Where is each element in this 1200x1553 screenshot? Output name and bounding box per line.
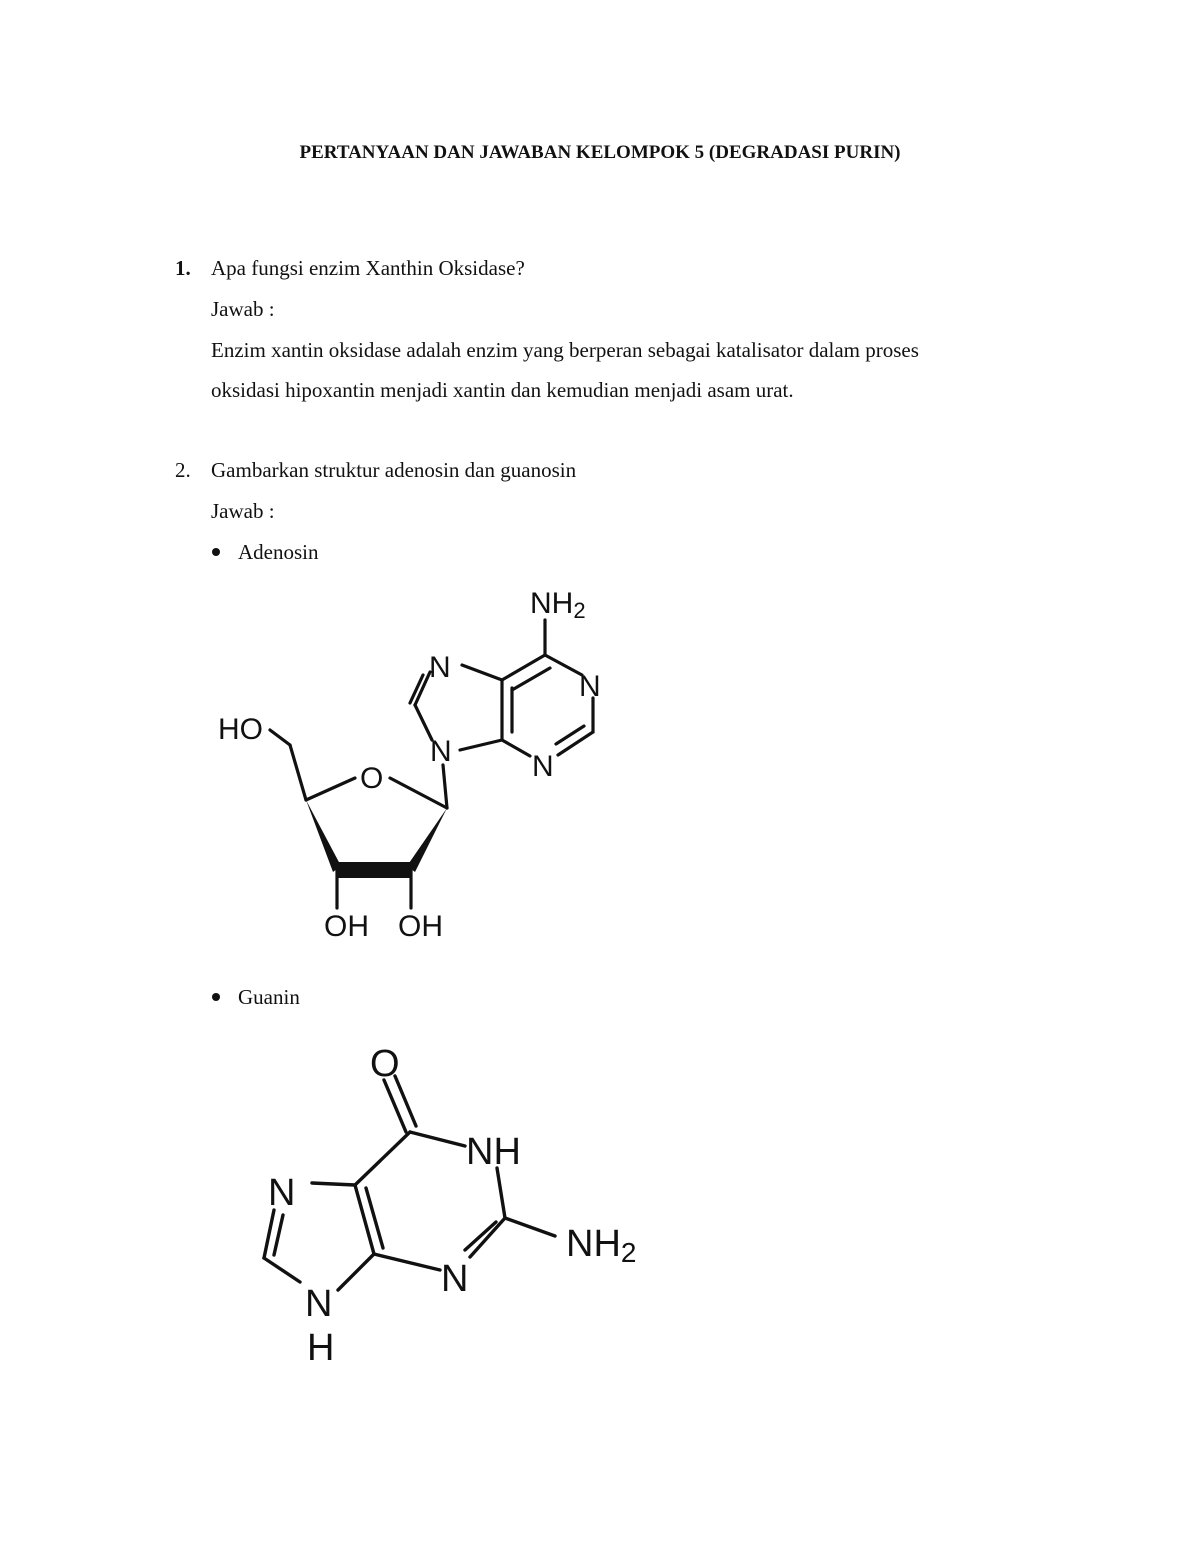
- page-title: PERTANYAAN DAN JAWABAN KELOMPOK 5 (DEGRADASI PURIN): [299, 142, 901, 163]
- item-adenosin-label: Adenosin: [238, 540, 319, 564]
- adenosine-ho-label: HO: [218, 713, 263, 746]
- adenosine-n3-label: N: [532, 750, 554, 783]
- guanine-n-left-label: N: [268, 1172, 296, 1214]
- question-2-text: Gambarkan struktur adenosin dan guanosin: [211, 458, 577, 482]
- bullet-icon: [212, 548, 220, 556]
- guanine-oxygen-label: O: [370, 1043, 400, 1085]
- adenosine-structure-diagram: [200, 575, 640, 955]
- adenosine-oh-left-label: OH: [324, 910, 369, 943]
- adenosine-ring-oxygen-label: O: [360, 762, 384, 795]
- question-1-number: 1.: [175, 256, 191, 280]
- guanine-nh-ring-h-label: H: [307, 1327, 335, 1369]
- adenosine-n1-label: N: [579, 670, 601, 703]
- question-1-text: Apa fungsi enzim Xanthin Oksidase?: [211, 256, 525, 280]
- guanine-nh-label: NH: [466, 1131, 521, 1173]
- adenosine-n7-label: N: [429, 651, 451, 684]
- question-2-number: 2.: [175, 458, 191, 482]
- guanine-n-bottom-label: N: [441, 1258, 469, 1300]
- adenosine-n9-label: N: [430, 735, 452, 768]
- item-guanin-label: Guanin: [238, 985, 300, 1009]
- adenosine-nh2-label: NH2: [530, 587, 586, 623]
- guanine-nh-ring-n-label: N: [305, 1283, 333, 1325]
- question-2-answer-label: Jawab :: [211, 499, 275, 523]
- guanine-structure-diagram: [250, 1030, 670, 1370]
- adenosine-oh-right-label: OH: [398, 910, 443, 943]
- question-1-answer-label: Jawab :: [211, 297, 275, 321]
- bullet-icon: [212, 993, 220, 1001]
- question-1-answer-line-1: Enzim xantin oksidase adalah enzim yang berperan sebagai katalisator dalam proses: [211, 338, 919, 362]
- question-1-answer-line-2: oksidasi hipoxantin menjadi xantin dan kemudian menjadi asam urat.: [211, 378, 794, 402]
- guanine-nh2-label: NH2: [566, 1223, 637, 1268]
